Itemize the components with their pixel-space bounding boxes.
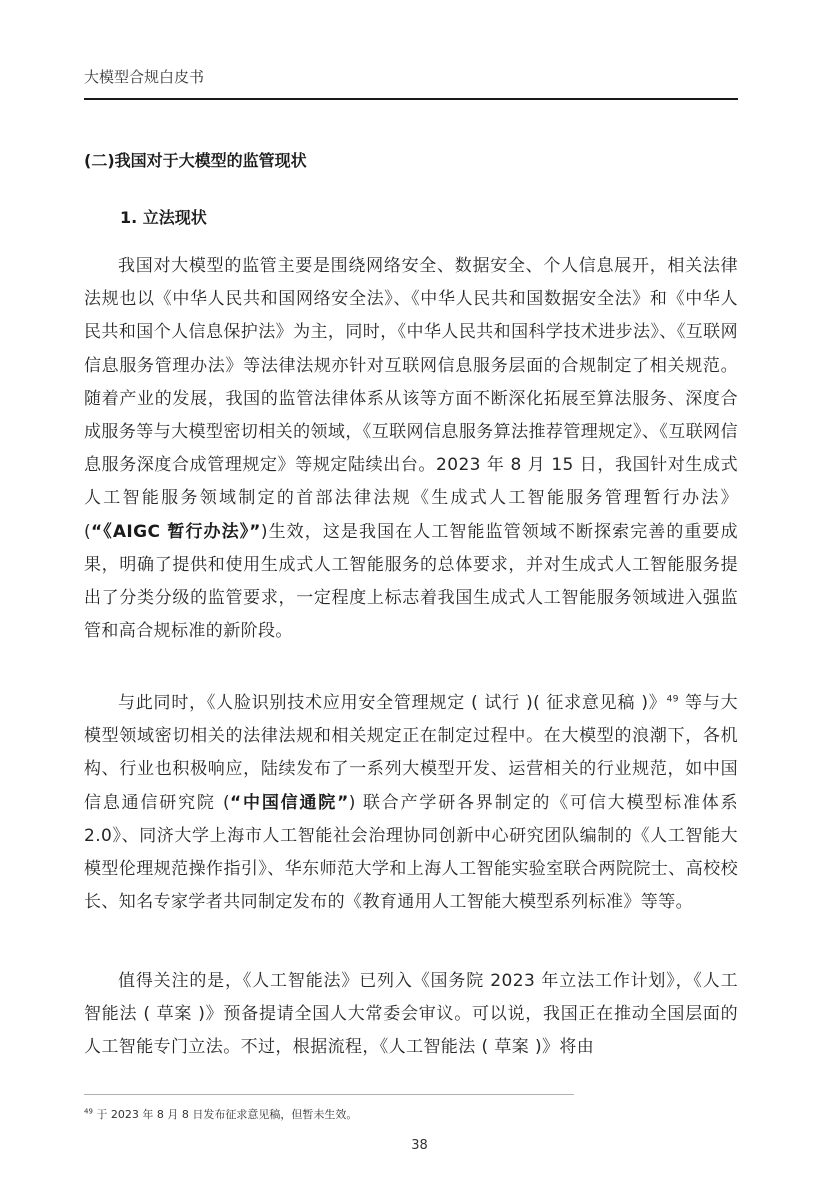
footnote-divider: [84, 1094, 574, 1095]
paragraph-3: [84, 965, 738, 1065]
paragraph-1-text-after: )生效，这是我国在人工智能监管领域不断探索完善的重要成果，明确了提供和使用生成式人工智能服务的总体要求，并对生成式人工智能服务提出了分类分级的监管要求，一定程度上标志着我国生成式人工智能服务领域进入强监管和高合规标准的新阶段。: [84, 521, 738, 642]
paragraph-2: [84, 687, 738, 919]
footnote-number: 49: [84, 1107, 93, 1116]
footnote: [84, 1106, 357, 1122]
footnote-text: 于 2023 年 8 月 8 日发布征求意见稿，但暂未生效。: [92, 1108, 358, 1121]
footnote-reference[interactable]: 49: [666, 694, 679, 705]
paragraph-2-text-before: 与此同时，《人脸识别技术应用安全管理规定 ( 试行 )( 征求意见稿 )》: [118, 693, 667, 713]
page-number: 38: [411, 1138, 428, 1153]
subsection-heading: 1. 立法现状: [120, 208, 207, 227]
paragraph-2-text-after: ) 联合产学研各界制定的《可信大模型标准体系 2.0》、同济大学上海市人工智能社会治理协同创新中心研究团队编制的《人工智能大模型伦理规范操作指引》、华东师范大学和上海人工智能实验室联合两院院士、高校校长、知名专家学者共同制定发布的《教育通用人工智能大模型系列标准》等等。: [84, 792, 738, 913]
section-heading: (二)我国对于大模型的监管现状: [84, 151, 307, 170]
paragraph-1-bold-term: “《AIGC 暂行办法》”: [91, 521, 261, 542]
header-divider: [84, 98, 738, 100]
paragraph-2-bold-term: “中国信通院”: [230, 792, 349, 813]
paragraph-2-text-middle: 等与大模型领域密切相关的法律法规和相关规定正在制定过程中。在大模型的浪潮下，各机构、行业也积极响应，陆续发布了一系列大模型开发、运营相关的行业规范，如中国信息通信研究院 (: [84, 693, 738, 813]
paragraph-1-text-before: 我国对大模型的监管主要是围绕网络安全、数据安全、个人信息展开，相关法律法规也以《中华人民共和国网络安全法》、《中华人民共和国数据安全法》和《中华人民共和国个人信息保护法》为主，同时，《中华人民共和国科学技术进步法》、《互联网信息服务管理办法》等法律法规亦针对互联网信息服务层面的合规制定了相关规范。随着产业的发展，我国的监管法律体系从该等方面不断深化拓展至算法服务、深度合成服务等与大模型密切相关的领域，《互联网信息服务算法推荐管理规定》、《互联网信息服务深度合成管理规定》等规定陆续出台。2023 年 8 月 15 日，我国针对生成式人工智能服务领域制定的首部法律法规《生成式人工智能服务管理暂行办法》(: [84, 256, 738, 542]
paragraph-3-text: 值得关注的是，《人工智能法》已列入《国务院 2023 年立法工作计划》，《人工智能法 ( 草案 )》预备提请全国人大常委会审议。可以说，我国正在推动全国层面的人工智能专门立法。不过，根据流程，《人工智能法 ( 草案 )》将由: [84, 971, 738, 1058]
running-header-title: 大模型合规白皮书: [84, 68, 205, 86]
paragraph-1: [84, 250, 738, 648]
